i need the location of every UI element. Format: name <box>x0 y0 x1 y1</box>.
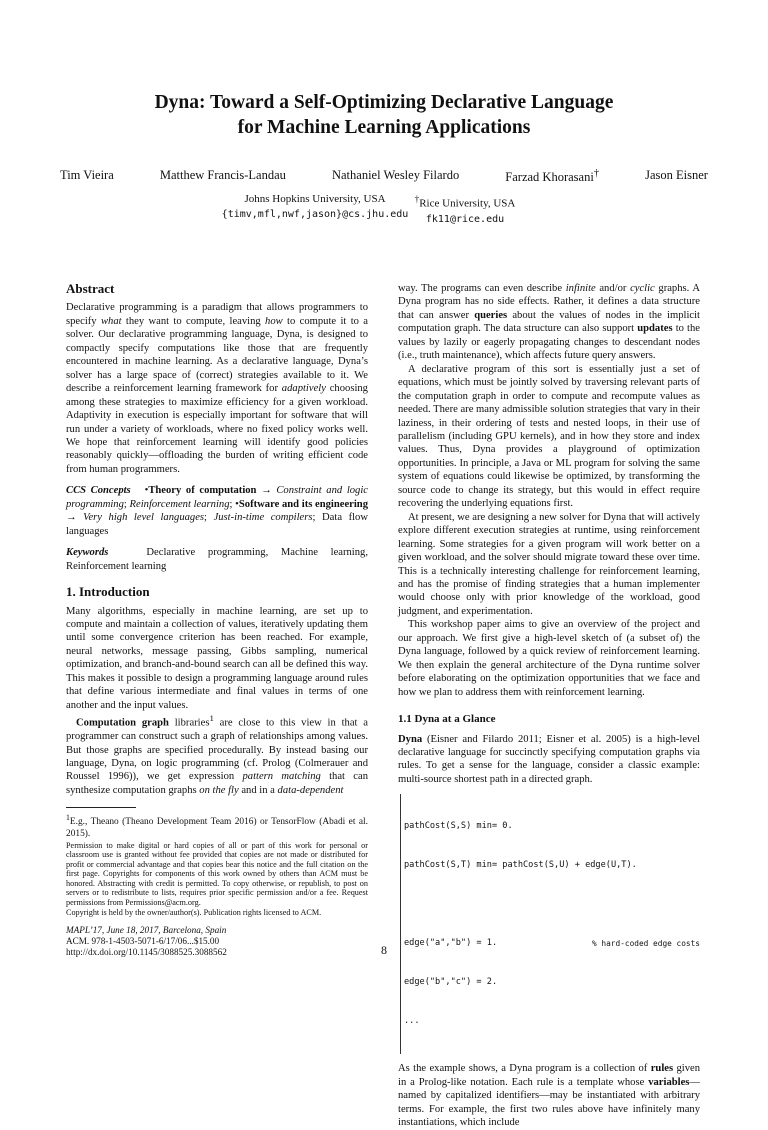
r-bold-dyna: Dyna <box>398 733 423 745</box>
intro-em-on-the-fly: on the fly <box>199 784 239 796</box>
right-paragraph-5 <box>398 733 700 787</box>
r-bold-rules: rules <box>650 1063 674 1075</box>
code-line: ... <box>404 1016 420 1027</box>
intro-p2-seg-b: are close to this view in that a programmer can construct such a graph of relationships among values. But those graphs are specified procedurally. By instead basing our language, Dyna, on logic programming (cf. Prolog (Colmerauer and Roussel 1996)), we get expression <box>66 717 368 783</box>
intro-p2-seg-d: and in a <box>238 784 278 796</box>
affiliation-rice-name-line <box>395 192 535 212</box>
copyright-notice: Copyright is held by the owner/author(s). Publication rights licensed to ACM. <box>66 907 322 917</box>
ccs-concept-2: Software and its engineering <box>238 498 368 510</box>
ccs-concepts <box>66 484 368 538</box>
ccs-arrow-1: → <box>256 485 277 497</box>
author-list <box>60 168 708 185</box>
right-paragraph-3: At present, we are designing a new solver for Dyna that will actively explore different execution strategies at runtime, using reinforcement learning. Some strategies for a given program will work better on a given workload, and the solver should migrate toward these over time. This is a technically interesting challenge for reinforcement learning, and has the promise of finding strategies that a human implementer would choose only with prior knowledge of the workload, good judgment, and experimentation. <box>398 511 700 617</box>
ccs-sep-4: ; Data flow languages <box>66 512 368 537</box>
r-p6-seg-b: given in a Prolog-like notation. Each rule is a template whose <box>398 1063 700 1088</box>
right-column <box>398 282 700 1130</box>
permission-notice: Permission to make digital or hard copies of all or part of this work for personal or classroom use is granted without fee provided that copies are not made or distributed for profit or commercial advantage and that copies bear this notice and the full citation on the first page. Copyrights for components of this work owned by others than ACM must be honored. Abstracting with credit is permitted. To copy otherwise, or republish, to post on servers or to redistribute to lists, requires prior specific permission and/or a fee. Request permissions from Permissions@acm.org. <box>66 840 368 908</box>
title-line-2: for Machine Learning Applications <box>237 117 531 138</box>
code-listing <box>400 794 700 1054</box>
ccs-concept-1-sub: Constraint and logic programming <box>66 485 368 510</box>
ccs-concept-2-sub2: Just-in-time compilers <box>213 512 313 524</box>
paper-title <box>40 90 728 140</box>
footnote-1 <box>66 812 368 840</box>
author-4 <box>505 168 599 185</box>
r-em-infinite: infinite <box>565 283 596 294</box>
right-paragraph-6 <box>398 1062 700 1129</box>
ccs-bullet-2: • <box>235 498 239 510</box>
author-1: Tim Vieira <box>60 168 114 182</box>
r-p5-text: (Eisner and Filardo 2011; Eisner et al. 2005) is a high-level declarative language for succinctly specifying computation graphs via rules. To get a sense for the language, consider a classic example: multi-source shortest path in a directed graph. <box>398 733 700 785</box>
ccs-concept-1: Theory of computation <box>148 485 257 497</box>
r-em-cyclic: cyclic <box>630 283 655 294</box>
intro-p2-seg-c: that can synthesize computation graphs <box>66 771 368 796</box>
right-paragraph-1 <box>398 282 700 363</box>
ccs-label: CCS Concepts <box>66 485 131 497</box>
r-p1-seg-c: graphs. A Dyna program has no side effects. Rather, it defines a data structure that can answer <box>398 283 700 321</box>
abstract-heading: Abstract <box>66 281 115 296</box>
abstract-seg-3: to compute it to a solver. Our declarative programming language, Dyna, is designed to compactly specify computations like those that are frequently encountered in machine learning. As a declarative language, Dyna’s solver has a large space of (correct) strategies available to it. We describe a reinforcement learning framework for <box>66 315 368 395</box>
intro-paragraph-2 <box>66 712 368 797</box>
ccs-sep-1: ; <box>123 498 130 510</box>
abstract-text <box>66 301 368 476</box>
r-bold-queries: queries <box>474 309 508 321</box>
r-bold-variables: variables <box>648 1076 690 1088</box>
ccs-arrow-2: → <box>66 512 84 524</box>
code-line: edge("a","b") = 1. % hard-coded edge costs <box>404 938 700 949</box>
ccs-concept-2-sub: Very high level languages <box>83 512 205 524</box>
right-paragraph-4: This workshop paper aims to give an overview of the project and our approach. We first give a high-level sketch of (a subset of) the Dyna language, followed by a quick review of reinforcement learning. We then explain the general architecture of the Dyna runtime solver before elaborating on the optimization opportunities that we face and how we plan to address them with reinforcement learning. <box>398 619 700 698</box>
author-3: Nathaniel Wesley Filardo <box>331 168 460 182</box>
keywords <box>66 546 368 573</box>
r-bold-updates: updates <box>637 323 673 335</box>
code-line: pathCost(S,T) min= pathCost(S,U) + edge(U,T). <box>404 860 637 871</box>
footnote-rule <box>66 807 136 808</box>
ccs-sep-3: ; <box>204 512 214 524</box>
footnote-text: E.g., Theano (Theano Development Team 2016) or TensorFlow (Abadi et al. 2015). <box>66 817 368 840</box>
subsection-heading: 1.1 Dyna at a Glance <box>398 713 496 726</box>
abstract-em-adaptively: adaptively <box>281 383 326 395</box>
footnote-mark: 1 <box>66 813 70 823</box>
abstract-seg-1: Declarative programming is a paradigm that allows programmers to specify <box>66 302 368 327</box>
r-p1-seg-d: about the values of nodes in the implicit computation graph. The data structure can also support <box>398 309 700 335</box>
ccs-concept-1-sub2: Reinforcement learning <box>129 498 230 510</box>
doi-link[interactable]: http://dx.doi.org/10.1145/3088525.3088562 <box>66 947 227 958</box>
affiliation-jhu-email: {timv,mfl,nwf,jason}@cs.jhu.edu <box>221 209 409 220</box>
conference-line-2: ACM. 978-1-4503-5071-6/17/06...$15.00 <box>66 936 220 947</box>
affiliation-rice <box>395 192 535 227</box>
affiliation-rice-name: Rice University, USA <box>419 197 516 210</box>
intro-em-data-dependent: data-dependent <box>277 784 344 796</box>
r-p1-seg-a: way. The programs can even describe <box>398 283 566 294</box>
code-comment: % hard-coded edge costs <box>592 939 700 949</box>
abstract-seg-4: choosing among these strategies to maximize efficiency for a given workload. Adaptivity in execution is especially important for software that will run under a variety of workloads, where no fixed policy works well. We hope that reinforcement learning will identify good policies reasonably quickly—offloading the burden of writing efficient code from human programmers. <box>66 383 368 475</box>
r-p1-seg-e: to the values by lazily or eagerly propagating changes to descendant nodes (i.e., truth maintenance), which affects future query answers. <box>398 323 701 362</box>
footnote-ref-1: 1 <box>209 713 214 724</box>
conference-line-1: MAPL’17, June 18, 2017, Barcelona, Spain <box>66 925 227 936</box>
intro-em-pattern-matching: pattern matching <box>242 771 321 783</box>
code-line <box>404 898 700 911</box>
author-4-name: Farzad Khorasani <box>505 170 594 185</box>
abstract-em-how: how <box>265 315 283 327</box>
r-p6-seg-c: —named by capitalized identifiers—may be instantiated with arbitrary terms. For example, the first two rules above have infinitely many instantiations, which include <box>398 1076 700 1129</box>
code-line: edge("b","c") = 2. <box>404 977 498 988</box>
keywords-label: Keywords <box>66 547 109 559</box>
author-5: Jason Eisner <box>645 168 708 182</box>
intro-paragraph-1: Many algorithms, especially in machine learning, are set up to compute and maintain a collection of values, iteratively updating them until some convergence criterion has been reached. For example, neural networks, message passing, Gibbs sampling, numerical optimization, and branch-and-bound search can all be defined this way. This makes it possible to design a programming language around rules that define various intermediate and final values in terms of one another and the input values. <box>66 605 369 711</box>
intro-heading: 1. Introduction <box>66 584 150 600</box>
right-paragraph-2: A declarative program of this sort is essentially just a set of equations, which must be jointly solved by traversing relevant parts of the computation graph in order to compute and recompute values as needed. There are many admissible solution strategies that vary in their laziness, in their ordering of tests and nested loops, in their use of parallelism (including GPU kernels), and in how they store and index values. Thus, Dyna provides a playground of optimization opportunities. In principle, a Java or ML program for solving the same system of equations could likewise be optimized, by transforming the source code to change its strategy, but this would in effect require recovering the underlying equations first. <box>398 363 700 510</box>
ccs-sep-2: ; <box>229 498 236 510</box>
left-column <box>66 282 368 958</box>
r-p1-seg-b: and/or <box>595 283 631 294</box>
affiliation-rice-dagger: † <box>414 194 420 204</box>
author-2: Matthew Francis-Landau <box>159 168 286 182</box>
ccs-bullet-1: • <box>144 485 149 497</box>
affiliation-rice-email: fk11@rice.edu <box>425 213 505 225</box>
intro-bold-computation-graph: Computation graph <box>76 717 169 729</box>
affiliation-jhu-name: Johns Hopkins University, USA <box>244 193 386 205</box>
abstract-em-what: what <box>100 315 122 327</box>
r-p6-seg-a: As the example shows, a Dyna program is a collection of <box>398 1063 651 1075</box>
title-line-1: Dyna: Toward a Self-Optimizing Declarative Language <box>154 92 614 113</box>
keywords-text: Declarative programming, Machine learning, Reinforcement learning <box>66 547 368 572</box>
page-number: 8 <box>381 943 387 957</box>
code-line: pathCost(S,S) min= 0. <box>404 821 513 832</box>
abstract-seg-2: they want to compute, leaving <box>121 315 266 327</box>
intro-p2-seg-a: libraries <box>168 717 210 729</box>
author-4-dagger: † <box>593 168 600 179</box>
